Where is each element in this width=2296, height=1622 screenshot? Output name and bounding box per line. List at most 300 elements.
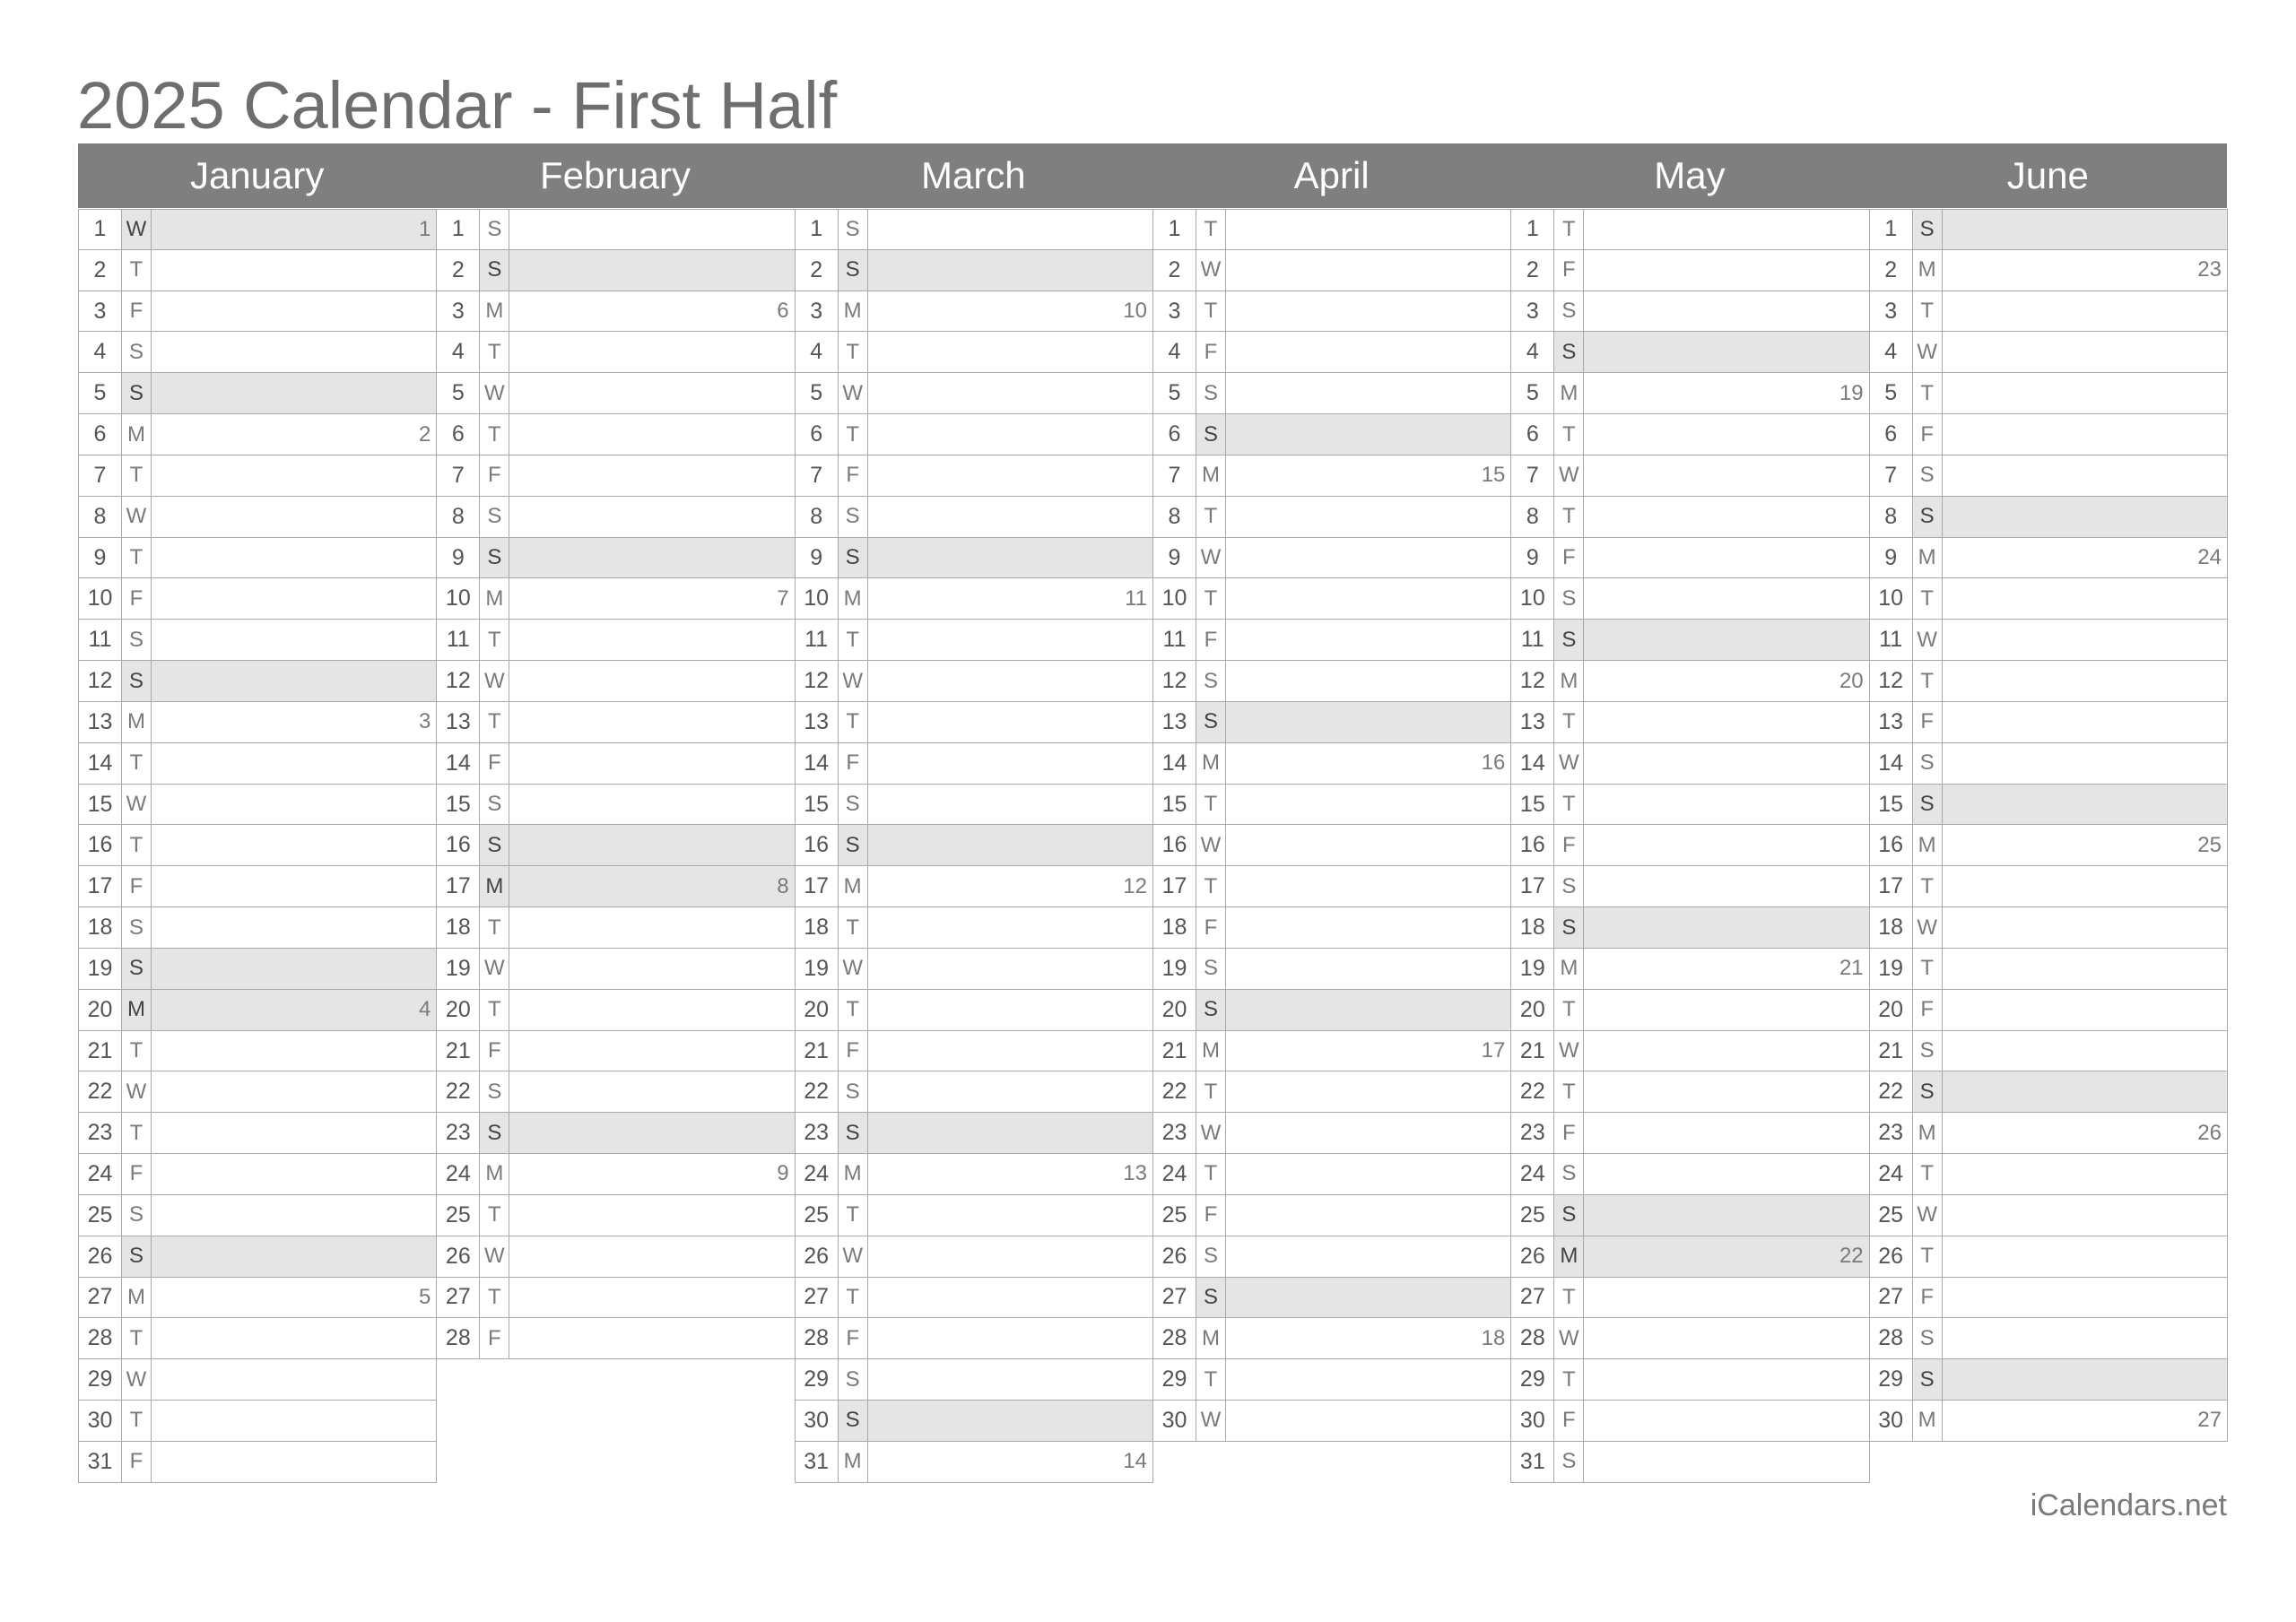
day-number: 19	[1870, 949, 1913, 989]
day-of-week: M	[122, 1278, 152, 1318]
day-number: 27	[437, 1278, 480, 1318]
day-number: 15	[79, 785, 122, 825]
day-of-week: S	[480, 250, 509, 291]
day-number: 29	[796, 1359, 839, 1400]
day-number: 10	[1511, 578, 1554, 619]
week-number	[868, 373, 1152, 413]
day-number: 14	[437, 743, 480, 784]
day-of-week: S	[1196, 414, 1226, 455]
day-number: 11	[437, 620, 480, 660]
day-row	[78, 497, 437, 538]
week-number	[1226, 414, 1510, 455]
day-of-week: M	[1913, 825, 1943, 865]
day-row	[1869, 1071, 2228, 1113]
day-number: 14	[796, 743, 839, 784]
week-number	[1943, 1071, 2227, 1112]
week-number	[152, 1359, 436, 1400]
footer-brand: iCalendars.net	[2030, 1488, 2227, 1522]
week-number: 7	[777, 585, 789, 611]
day-row	[78, 373, 437, 414]
day-number: 6	[79, 414, 122, 455]
day-number: 22	[796, 1071, 839, 1112]
day-number: 17	[796, 866, 839, 906]
day-number: 30	[1153, 1401, 1196, 1441]
day-of-week: T	[839, 1195, 868, 1236]
day-of-week: M	[839, 291, 868, 332]
day-of-week: S	[1196, 1236, 1226, 1277]
day-of-week: S	[1554, 907, 1584, 948]
week-number	[509, 990, 794, 1030]
day-row	[1152, 1154, 1511, 1195]
week-number	[1943, 373, 2227, 413]
day-of-week: T	[839, 332, 868, 372]
day-row	[1510, 538, 1869, 579]
day-number: 7	[437, 455, 480, 496]
day-of-week: S	[122, 661, 152, 701]
day-row	[1510, 620, 1869, 661]
week-number	[152, 538, 436, 578]
day-row	[1869, 1318, 2228, 1359]
week-number: 18	[1481, 1325, 1506, 1350]
week-number	[868, 1278, 1152, 1318]
week-number	[1584, 455, 1868, 496]
week-number	[1584, 414, 1868, 455]
day-number: 2	[1153, 250, 1196, 291]
day-of-week: F	[122, 866, 152, 906]
day-number: 26	[796, 1236, 839, 1277]
week-number: 21	[1839, 956, 1864, 981]
day-of-week: S	[1554, 1195, 1584, 1236]
week-number	[509, 620, 794, 660]
week-number	[1226, 907, 1510, 948]
day-number: 31	[1511, 1442, 1554, 1482]
day-row	[795, 455, 1153, 497]
day-of-week: S	[1196, 373, 1226, 413]
week-number	[1226, 1154, 1510, 1194]
week-number	[509, 1071, 794, 1112]
day-of-week: M	[839, 578, 868, 619]
day-of-week: S	[1554, 291, 1584, 332]
day-row	[78, 1359, 437, 1401]
day-row	[1869, 1195, 2228, 1236]
day-row	[436, 661, 795, 702]
day-row	[795, 578, 1153, 620]
day-number: 14	[79, 743, 122, 784]
day-of-week: F	[1196, 907, 1226, 948]
day-of-week: M	[1554, 1236, 1584, 1277]
day-row	[78, 1113, 437, 1154]
day-row	[795, 250, 1153, 291]
day-of-week: S	[1554, 1154, 1584, 1194]
day-row	[78, 1236, 437, 1278]
day-row	[1152, 949, 1511, 990]
week-number	[152, 578, 436, 619]
day-row	[1869, 291, 2228, 333]
day-row	[78, 1071, 437, 1113]
day-of-week: W	[480, 949, 509, 989]
day-number: 13	[796, 702, 839, 742]
day-number: 13	[437, 702, 480, 742]
day-row	[1510, 1236, 1869, 1278]
week-number	[509, 785, 794, 825]
week-number	[1584, 1113, 1868, 1153]
day-number: 13	[79, 702, 122, 742]
day-of-week: F	[480, 455, 509, 496]
week-number	[1584, 743, 1868, 784]
day-row	[795, 1278, 1153, 1319]
day-number: 26	[1870, 1236, 1913, 1277]
day-of-week: T	[1554, 497, 1584, 537]
day-number: 25	[1870, 1195, 1913, 1236]
day-row	[1152, 455, 1511, 497]
day-of-week: F	[839, 455, 868, 496]
day-row	[795, 373, 1153, 414]
week-number	[1943, 1318, 2227, 1358]
day-of-week: T	[1913, 1236, 1943, 1277]
day-of-week: S	[122, 332, 152, 372]
week-number: 6	[777, 299, 789, 324]
day-number: 12	[1511, 661, 1554, 701]
week-number	[509, 702, 794, 742]
week-number	[1943, 210, 2227, 249]
day-number: 2	[437, 250, 480, 291]
week-number	[509, 1113, 794, 1153]
day-of-week: W	[122, 785, 152, 825]
week-number	[509, 949, 794, 989]
week-number	[152, 785, 436, 825]
day-of-week: W	[1913, 1195, 1943, 1236]
day-of-week: M	[1913, 250, 1943, 291]
day-number: 4	[437, 332, 480, 372]
day-of-week: S	[480, 1113, 509, 1153]
week-number	[509, 661, 794, 701]
day-number: 15	[1153, 785, 1196, 825]
day-number: 7	[1511, 455, 1554, 496]
day-number: 4	[1153, 332, 1196, 372]
day-of-week: M	[480, 291, 509, 332]
week-number	[152, 291, 436, 332]
week-number	[1584, 210, 1868, 249]
day-row	[795, 1195, 1153, 1236]
day-number: 4	[79, 332, 122, 372]
week-number	[868, 620, 1152, 660]
day-of-week: T	[122, 1401, 152, 1441]
day-row	[795, 1318, 1153, 1359]
day-of-week: F	[1554, 825, 1584, 865]
day-of-week: T	[122, 743, 152, 784]
day-of-week: T	[1196, 1154, 1226, 1194]
day-of-week: M	[1196, 1031, 1226, 1071]
week-number	[152, 1195, 436, 1236]
day-row	[1869, 825, 2228, 866]
day-number: 16	[437, 825, 480, 865]
day-number: 10	[796, 578, 839, 619]
week-number	[152, 620, 436, 660]
day-of-week: M	[839, 1442, 868, 1482]
day-row	[1510, 825, 1869, 866]
day-of-week: T	[122, 455, 152, 496]
day-number: 13	[1870, 702, 1913, 742]
day-number: 3	[1870, 291, 1913, 332]
day-row	[436, 1031, 795, 1072]
day-of-week: M	[480, 578, 509, 619]
day-of-week: S	[839, 1359, 868, 1400]
day-number: 19	[1511, 949, 1554, 989]
day-of-week: S	[839, 785, 868, 825]
day-row	[1510, 990, 1869, 1031]
week-number	[1226, 1278, 1510, 1318]
day-of-week: T	[1196, 1359, 1226, 1400]
day-of-week: T	[122, 1318, 152, 1358]
day-row	[78, 455, 437, 497]
day-of-week: T	[1196, 497, 1226, 537]
day-number: 3	[79, 291, 122, 332]
day-number: 3	[796, 291, 839, 332]
week-number: 8	[509, 866, 794, 906]
day-number: 7	[796, 455, 839, 496]
day-of-week: S	[1913, 785, 1943, 825]
day-row	[1152, 1195, 1511, 1236]
day-number: 2	[1511, 250, 1554, 291]
week-number: 22	[1584, 1236, 1868, 1277]
day-number: 9	[79, 538, 122, 578]
week-number: 23	[2197, 257, 2222, 282]
week-number	[509, 455, 794, 496]
week-number	[1226, 538, 1510, 578]
day-row	[1510, 1071, 1869, 1113]
week-number: 15	[1481, 463, 1506, 488]
day-of-week: M	[1913, 1113, 1943, 1153]
week-number	[1943, 1031, 2227, 1071]
week-number	[868, 825, 1152, 865]
week-number	[868, 907, 1152, 948]
week-number	[152, 1401, 436, 1441]
day-of-week: T	[1913, 661, 1943, 701]
week-number: 11	[1125, 585, 1147, 611]
day-row	[78, 949, 437, 990]
month-name-may: May	[1654, 154, 1726, 196]
week-number	[1226, 1071, 1510, 1112]
day-number: 6	[1870, 414, 1913, 455]
week-number: 17	[1481, 1038, 1506, 1063]
day-number: 20	[796, 990, 839, 1030]
week-number: 27	[2197, 1408, 2222, 1433]
week-number	[1943, 578, 2227, 619]
day-number: 23	[1153, 1113, 1196, 1153]
week-number	[868, 702, 1152, 742]
day-row	[436, 866, 795, 907]
week-number	[1226, 825, 1510, 865]
day-number: 16	[79, 825, 122, 865]
day-row	[436, 538, 795, 579]
day-of-week: T	[480, 990, 509, 1030]
day-number: 3	[437, 291, 480, 332]
day-number: 31	[79, 1442, 122, 1482]
month-name-april: April	[1293, 154, 1370, 196]
day-number: 24	[1511, 1154, 1554, 1194]
week-number	[1226, 702, 1510, 742]
day-row	[1152, 1031, 1511, 1072]
day-of-week: W	[480, 1236, 509, 1277]
day-row	[795, 949, 1153, 990]
day-of-week: S	[1913, 1071, 1943, 1112]
day-row	[436, 1278, 795, 1319]
day-of-week: T	[839, 1278, 868, 1318]
week-number	[1584, 702, 1868, 742]
day-of-week: S	[1913, 1031, 1943, 1071]
day-of-week: T	[1913, 578, 1943, 619]
week-number	[1226, 949, 1510, 989]
day-of-week: W	[839, 949, 868, 989]
day-row	[1510, 949, 1869, 990]
week-number	[1226, 1236, 1510, 1277]
day-row	[795, 497, 1153, 538]
week-number	[1584, 1442, 1868, 1482]
day-of-week: F	[1913, 990, 1943, 1030]
week-number	[1943, 785, 2227, 825]
day-number: 27	[1153, 1278, 1196, 1318]
week-number	[1226, 661, 1510, 701]
day-row	[1510, 455, 1869, 497]
day-of-week: S	[122, 620, 152, 660]
day-row	[1510, 414, 1869, 455]
day-number: 25	[796, 1195, 839, 1236]
day-of-week: T	[1913, 866, 1943, 906]
day-number: 21	[796, 1031, 839, 1071]
day-of-week: F	[480, 1031, 509, 1071]
day-of-week: S	[1554, 620, 1584, 660]
day-number: 14	[1153, 743, 1196, 784]
day-number: 23	[1870, 1113, 1913, 1153]
day-of-week: S	[480, 538, 509, 578]
week-number	[868, 250, 1152, 291]
day-number: 14	[1870, 743, 1913, 784]
day-number: 1	[796, 210, 839, 249]
week-number	[509, 414, 794, 455]
day-number: 20	[1870, 990, 1913, 1030]
week-number	[868, 1236, 1152, 1277]
day-row	[436, 578, 795, 620]
day-row	[78, 990, 437, 1031]
day-number: 12	[796, 661, 839, 701]
day-number: 12	[1870, 661, 1913, 701]
day-number: 8	[1153, 497, 1196, 537]
week-number	[1943, 455, 2227, 496]
day-row	[795, 1359, 1153, 1401]
day-row	[1510, 373, 1869, 414]
day-row	[1510, 1359, 1869, 1401]
week-number	[1943, 661, 2227, 701]
day-of-week: S	[1913, 743, 1943, 784]
day-of-week: S	[1196, 661, 1226, 701]
day-row	[1869, 990, 2228, 1031]
day-of-week: W	[480, 661, 509, 701]
day-number: 16	[1870, 825, 1913, 865]
week-number	[1943, 1359, 2227, 1400]
day-number: 28	[1511, 1318, 1554, 1358]
day-row	[436, 990, 795, 1031]
week-number	[509, 210, 794, 249]
day-of-week: T	[122, 1031, 152, 1071]
week-number: 13	[1123, 1161, 1147, 1186]
day-of-week: T	[122, 1113, 152, 1153]
day-row	[1152, 1318, 1511, 1359]
week-number	[509, 1318, 794, 1358]
day-number: 14	[1511, 743, 1554, 784]
day-number: 5	[79, 373, 122, 413]
week-number	[1943, 990, 2227, 1030]
day-number: 15	[796, 785, 839, 825]
day-row	[1510, 291, 1869, 333]
day-row	[78, 620, 437, 661]
day-of-week: W	[1196, 825, 1226, 865]
day-row	[1869, 455, 2228, 497]
week-number	[1584, 620, 1868, 660]
day-row	[1510, 907, 1869, 949]
day-number: 5	[1870, 373, 1913, 413]
week-number	[1584, 990, 1868, 1030]
day-of-week: S	[1913, 497, 1943, 537]
week-number	[152, 866, 436, 906]
week-number	[868, 1401, 1152, 1441]
day-of-week: T	[1554, 1071, 1584, 1112]
week-number	[1584, 538, 1868, 578]
day-of-week: M	[1554, 373, 1584, 413]
day-row	[1152, 1359, 1511, 1401]
day-row	[436, 1318, 795, 1359]
day-row	[1869, 1236, 2228, 1278]
week-number	[152, 250, 436, 291]
day-row	[1869, 1031, 2228, 1072]
day-number: 9	[1511, 538, 1554, 578]
day-number: 2	[1870, 250, 1913, 291]
day-row	[795, 1442, 1153, 1483]
week-number	[1226, 866, 1510, 906]
day-of-week: S	[839, 497, 868, 537]
day-of-week: M	[1196, 455, 1226, 496]
day-of-week: W	[839, 661, 868, 701]
day-number: 23	[79, 1113, 122, 1153]
day-row	[1869, 866, 2228, 907]
week-number	[1226, 250, 1510, 291]
day-of-week: F	[122, 291, 152, 332]
day-row	[1152, 825, 1511, 866]
day-of-week: M	[1554, 661, 1584, 701]
day-number: 17	[79, 866, 122, 906]
day-of-week: T	[122, 538, 152, 578]
month-name-june: June	[2006, 154, 2089, 196]
day-row	[1152, 1278, 1511, 1319]
day-row	[1869, 373, 2228, 414]
day-row	[1869, 250, 2228, 291]
day-of-week: F	[1554, 1113, 1584, 1153]
week-number	[509, 907, 794, 948]
day-number: 28	[437, 1318, 480, 1358]
day-of-week: T	[839, 414, 868, 455]
week-number	[152, 1318, 436, 1358]
day-number: 9	[1870, 538, 1913, 578]
day-of-week: W	[1196, 250, 1226, 291]
day-of-week: F	[122, 1154, 152, 1194]
day-of-week: S	[839, 1113, 868, 1153]
week-number	[868, 332, 1152, 372]
day-of-week: W	[1196, 1401, 1226, 1441]
day-number: 22	[1511, 1071, 1554, 1112]
day-of-week: S	[122, 907, 152, 948]
day-of-week: S	[480, 785, 509, 825]
day-row	[1510, 1195, 1869, 1236]
day-of-week: F	[1196, 620, 1226, 660]
